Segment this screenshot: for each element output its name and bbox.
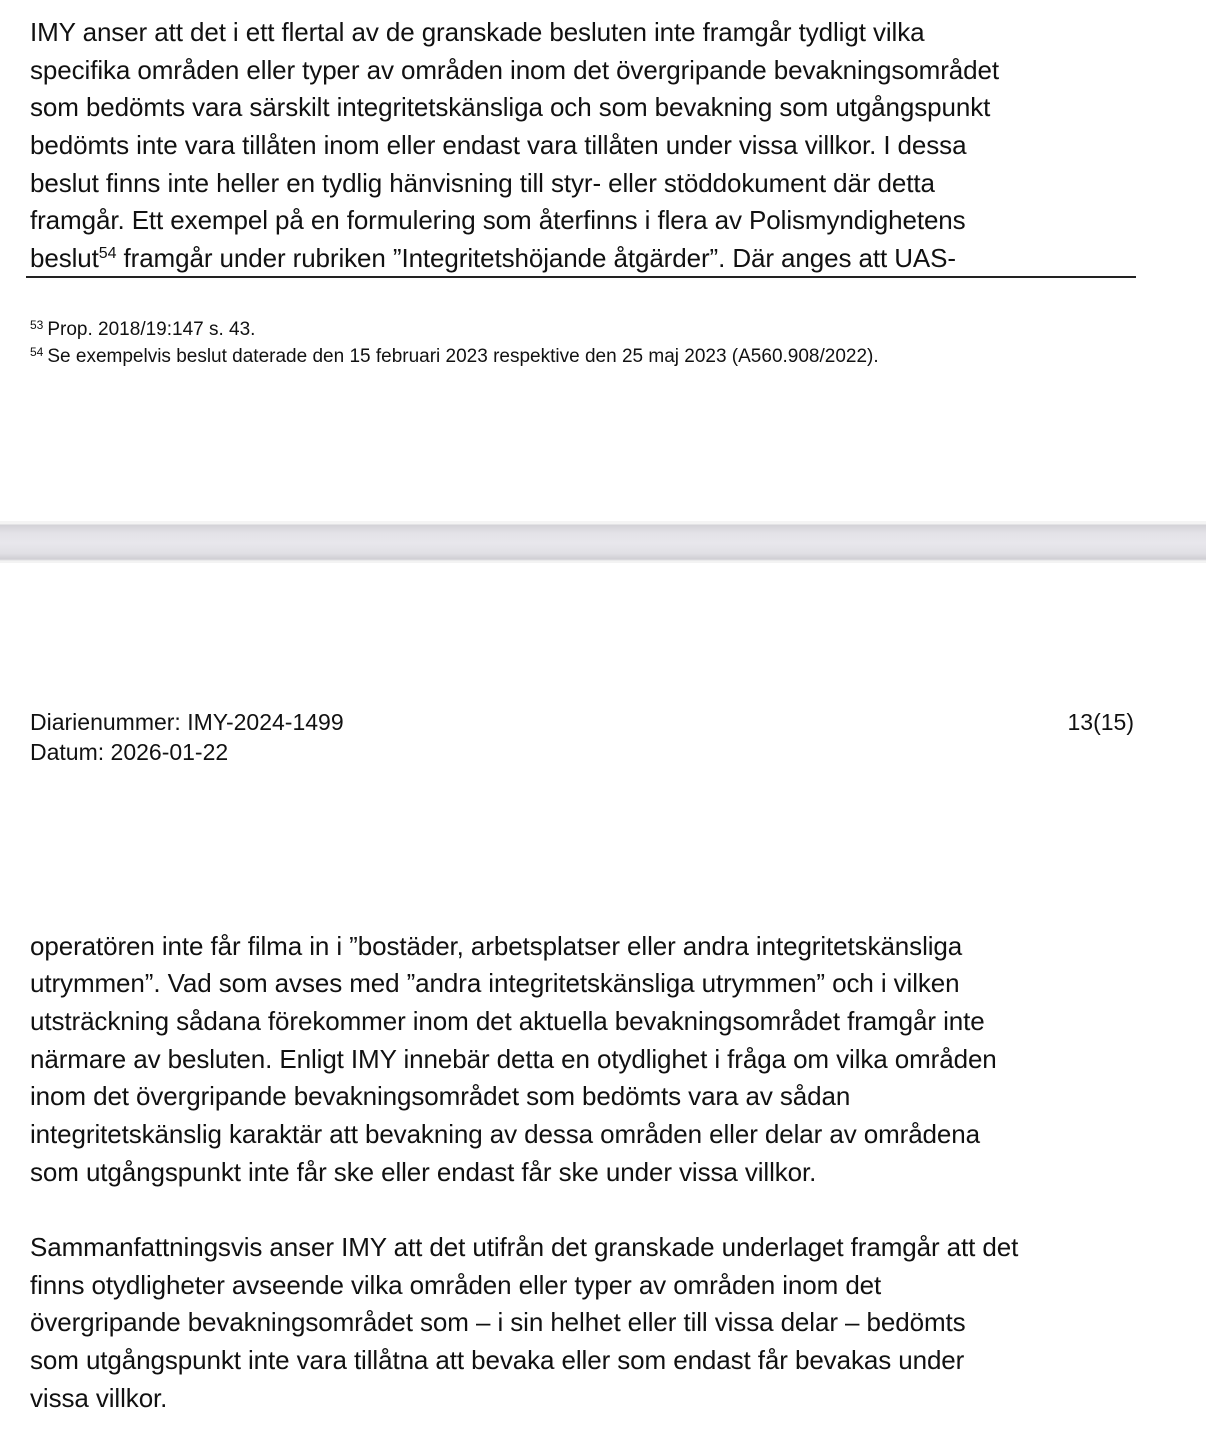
document-page-13 — [0, 563, 1206, 1433]
footnote-53 — [30, 319, 255, 342]
body-text-line: inom det övergripande bevakningsområdet som bedömts vara av sådan — [30, 1081, 851, 1111]
body-text-line: IMY anser att det i ett flertal av de granskade besluten inte framgår tydligt vilka — [30, 17, 925, 47]
body-text-line: operatören inte får filma in i ”bostäder, arbetsplatser eller andra integritetskänsliga — [30, 931, 963, 961]
footnote-number: 53 — [30, 318, 44, 332]
body-text-line: utrymmen”. Vad som avses med ”andra integritetskänsliga utrymmen” och i vilken — [30, 968, 960, 998]
datum-label: Datum: 2026-01-22 — [30, 739, 229, 765]
body-text-line: framgår. Ett exempel på en formulering som återfinns i flera av Polismyndighetens — [30, 205, 966, 235]
body-text-line: som utgångspunkt inte får ske eller endast får ske under vissa villkor. — [30, 1157, 817, 1187]
footnote-54 — [30, 346, 879, 369]
body-text-line: övergripande bevakningsområdet som – i sin helhet eller till vissa delar – bedömts — [30, 1307, 966, 1337]
body-text-line: utsträckning sådana förekommer inom det aktuella bevakningsområdet framgår inte — [30, 1006, 985, 1036]
body-text-line: finns otydligheter avseende vilka områden eller typer av områden inom det — [30, 1270, 882, 1300]
page-number: 13(15) — [1067, 709, 1134, 735]
page-separator — [0, 521, 1206, 563]
body-text-line: vissa villkor. — [30, 1383, 168, 1413]
body-text-line: Sammanfattningsvis anser IMY att det utifrån det granskade underlaget framgår att det — [30, 1232, 1019, 1262]
document-page-12 — [0, 0, 1206, 521]
footnote-text: Prop. 2018/19:147 s. 43. — [47, 319, 256, 340]
body-text-line: specifika områden eller typer av områden inom det övergripande bevakningsområdet — [30, 55, 999, 85]
body-text-line: integritetskänslig karaktär att bevakning av dessa områden eller delar av områdena — [30, 1119, 980, 1149]
body-text-line: beslut finns inte heller en tydlig hänvisning till styr- eller stöddokument där detta — [30, 168, 935, 198]
footnote-text: Se exempelvis beslut daterade den 15 februari 2023 respektive den 25 maj 2023 (A560.908/2022). — [47, 346, 879, 367]
diarienummer-label: Diarienummer: IMY-2024-1499 — [30, 709, 344, 735]
body-text-line: som bedömts vara särskilt integritetskänsliga och som bevakning som utgångspunkt — [30, 92, 991, 122]
body-text: beslut — [30, 243, 99, 273]
body-text-line — [30, 243, 956, 278]
body-text-line: som utgångspunkt inte vara tillåtna att bevaka eller som endast får bevakas under — [30, 1345, 965, 1375]
body-text-line: bedömts inte vara tillåten inom eller endast vara tillåten under vissa villkor. I dessa — [30, 130, 967, 160]
footnote-reference-54[interactable]: 54 — [98, 245, 117, 262]
footnote-number: 54 — [30, 345, 44, 359]
body-text-line: närmare av besluten. Enligt IMY innebär detta en otydlighet i fråga om vilka områden — [30, 1044, 997, 1074]
body-text: framgår under rubriken ”Integritetshöjande åtgärder”. Där anges att UAS- — [116, 243, 956, 273]
footnote-separator-rule — [26, 276, 1136, 278]
